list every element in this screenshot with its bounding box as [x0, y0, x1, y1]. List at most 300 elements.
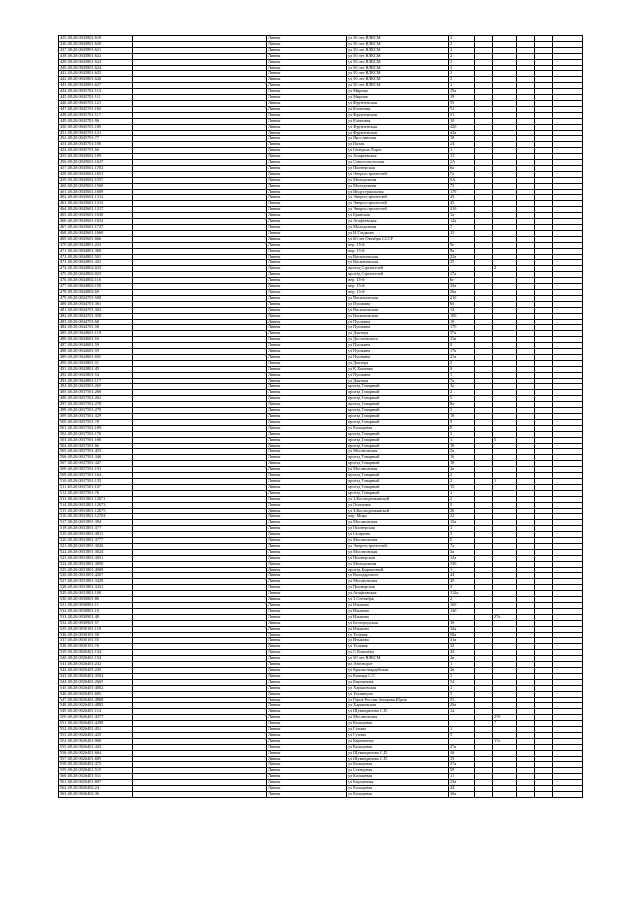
- table-cell: Ливны: [267, 620, 347, 626]
- table-cell: 470 48:20:0044801:223: [59, 242, 133, 248]
- table-cell: 2: [449, 496, 475, 502]
- table-cell: ул Энергостроителей: [347, 195, 449, 201]
- table-cell: 7: [449, 225, 475, 231]
- table-cell: 537 48:20:0030101:55: [59, 638, 133, 644]
- table-cell: 16б: [449, 603, 475, 609]
- table-cell: 2а: [449, 549, 475, 555]
- table-cell: Ливны: [267, 325, 347, 331]
- table-cell: Ливны: [267, 691, 347, 697]
- table-cell: проезд Товарный: [347, 408, 449, 414]
- table-cell: 23а: [449, 780, 475, 786]
- table-cell: Ливны: [267, 266, 347, 272]
- table-cell: 524 48:20:0031801:3050: [59, 561, 133, 567]
- table-cell: ул Кольцевая: [347, 721, 449, 727]
- table-cell: ул 50 лет ВЛКСМ: [347, 36, 449, 42]
- table-cell: Ливны: [267, 260, 347, 266]
- table-cell: Ливны: [267, 792, 347, 798]
- table-cell: Ливны: [267, 177, 347, 183]
- table-cell: 2: [449, 53, 475, 59]
- table-cell: ул 50 лет ВЛКСМ: [347, 71, 449, 77]
- table-cell: ул 60 лет Октября СССР: [347, 236, 449, 242]
- table-cell: [475, 792, 493, 798]
- table-cell: ул Молодежная: [347, 561, 449, 567]
- table-cell: ул Пушкина: [347, 325, 449, 331]
- table-cell: 457 48:20:0045601:1702: [59, 165, 133, 171]
- table-cell: ул Шувандинова С.П.: [347, 709, 449, 715]
- table-cell: Ливны: [267, 632, 347, 638]
- table-cell: 5а: [449, 449, 475, 455]
- table-cell: проезд Строителей: [347, 272, 449, 278]
- table-cell: Ливны: [267, 756, 347, 762]
- table-cell: 463 48:20:0045601:1313: [59, 201, 133, 207]
- table-cell: 482 48:20:0044701:358: [59, 313, 133, 319]
- table-cell: Ливны: [267, 384, 347, 390]
- table-cell: 19: [449, 95, 475, 101]
- table-cell: 7а: [449, 543, 475, 549]
- table-cell: 55: [449, 100, 475, 106]
- table-cell: ул Гагарина: [347, 532, 449, 538]
- table-cell: Ливны: [267, 774, 347, 780]
- table-cell: 6б: [449, 301, 475, 307]
- table-cell: ул Энергостроителей: [347, 543, 449, 549]
- table-cell: ул С.Ковалёва: [347, 650, 449, 656]
- table-cell: ул Пушкина: [347, 354, 449, 360]
- table-cell: проезд Товарный: [347, 419, 449, 425]
- table-cell: ул Доктора: [347, 331, 449, 337]
- table-cell: Ливны: [267, 148, 347, 154]
- table-cell: ул Доктора: [347, 360, 449, 366]
- table-cell: 476 48:20:0044802:116: [59, 278, 133, 284]
- table-cell: 484 48:20:0044701:58: [59, 325, 133, 331]
- table-cell: ул Васильевская: [347, 307, 449, 313]
- table-cell: 479 48:20:0044701:508: [59, 295, 133, 301]
- table-cell: 16: [449, 455, 475, 461]
- table-cell: 1: [449, 685, 475, 691]
- table-cell: 442 48:20:0045801:626: [59, 77, 133, 83]
- table-cell: 526 48:20:0031801:4267: [59, 573, 133, 579]
- table-cell: Ливны: [267, 343, 347, 349]
- table-cell: ул Агафьевская: [347, 591, 449, 597]
- table-cell: 1а: [449, 213, 475, 219]
- table-cell: 466 48:20:0045601:1632: [59, 219, 133, 225]
- table-cell: Ливны: [267, 786, 347, 792]
- table-cell: 492 48:20:0043801:54: [59, 372, 133, 378]
- table-cell: 509 48:20:0037501:164: [59, 473, 133, 479]
- table-cell: Ливны: [267, 171, 347, 177]
- table-cell: ул Техникума: [347, 691, 449, 697]
- table-cell: проезд Товарный: [347, 437, 449, 443]
- table-cell: проезд Товарный: [347, 478, 449, 484]
- table-cell: ул Кольцевая: [347, 774, 449, 780]
- table-cell: 2в: [449, 656, 475, 662]
- table-cell: Ливны: [267, 366, 347, 372]
- table-cell: Ливны: [267, 53, 347, 59]
- table-cell: 505 48:20:0037501:455: [59, 449, 133, 455]
- table-cell: ул Изыкова: [347, 638, 449, 644]
- table-cell: 75: [449, 183, 475, 189]
- table-cell: ул Энергостроителей: [347, 207, 449, 213]
- table-cell: 478 48:20:0044802:69: [59, 289, 133, 295]
- table-cell: 54: [449, 679, 475, 685]
- table-cell: Ливны: [267, 100, 347, 106]
- table-cell: 6г: [449, 278, 475, 284]
- table-cell: Ливны: [267, 295, 347, 301]
- table-cell: ул 50 лет ВЛКСМ: [347, 47, 449, 53]
- table-cell: 27а: [449, 762, 475, 768]
- table-cell: 521 48:20:0031801:3026: [59, 543, 133, 549]
- table-cell: ул Кольцевая: [347, 762, 449, 768]
- table-cell: Ливны: [267, 431, 347, 437]
- table-cell: 8: [449, 366, 475, 372]
- table-cell: 500 48:20:0037501:78: [59, 419, 133, 425]
- table-cell: 514 48:20:0031801:12673: [59, 502, 133, 508]
- table-cell: 513 48:20:0031801:12671: [59, 496, 133, 502]
- table-cell: Ливны: [267, 514, 347, 520]
- table-cell: Ливны: [267, 419, 347, 425]
- table-cell: 55: [449, 697, 475, 703]
- table-cell: Ливны: [267, 378, 347, 384]
- table-cell: 487 48:20:0044601:59: [59, 343, 133, 349]
- table-cell: 437 48:20:0045801:621: [59, 47, 133, 53]
- table-cell: Ливны: [267, 289, 347, 295]
- table-cell: Ливны: [267, 36, 347, 42]
- table-cell: 493 48:20:0043801:117: [59, 378, 133, 384]
- table-cell: 25: [449, 260, 475, 266]
- table-cell: ул Стендовая: [347, 768, 449, 774]
- table-cell: 435 48:20:0045801:618: [59, 36, 133, 42]
- table-cell: 17а: [493, 738, 517, 744]
- table-cell: 450 48:20:0045701:109: [59, 124, 133, 130]
- table-cell: Ливны: [267, 118, 347, 124]
- table-cell: 32: [449, 644, 475, 650]
- table-cell: Ливны: [267, 585, 347, 591]
- table-cell: 546 48:20:0026401:605: [59, 691, 133, 697]
- table-cell: 2: [449, 41, 475, 47]
- table-cell: Ливны: [267, 201, 347, 207]
- table-cell: [493, 792, 517, 798]
- table-cell: 26а: [449, 289, 475, 295]
- table-cell: ул Телевая: [347, 644, 449, 650]
- table-cell: 548 48:20:0026401:4882: [59, 703, 133, 709]
- table-cell: Ливны: [267, 112, 347, 118]
- table-cell: проезд Товарный: [347, 390, 449, 396]
- table-cell: Ливны: [267, 455, 347, 461]
- table-cell: ул Васильевская: [347, 254, 449, 260]
- table-cell: 34а: [449, 626, 475, 632]
- table-cell: 17б: [449, 325, 475, 331]
- table-cell: Ливны: [267, 360, 347, 366]
- table-cell: Ливны: [267, 225, 347, 231]
- table-cell: 556 48:20:0026401:664: [59, 750, 133, 756]
- table-cell: 438 48:20:0045801:622: [59, 53, 133, 59]
- table-cell: Ливны: [267, 732, 347, 738]
- table-cell: 3а: [449, 384, 475, 390]
- table-body: [59, 36, 583, 798]
- table-cell: 558 48:20:0026401:475: [59, 762, 133, 768]
- table-cell: 2: [493, 266, 517, 272]
- table-cell: Ливны: [267, 780, 347, 786]
- table-cell: 15: [449, 484, 475, 490]
- table-cell: ул Мирная: [347, 95, 449, 101]
- table-cell: 523 48:20:0031801:3051: [59, 555, 133, 561]
- table-cell: Ливны: [267, 750, 347, 756]
- table-cell: 496 48:20:0037501:262: [59, 396, 133, 402]
- table-cell: ул Доктора: [347, 378, 449, 384]
- table-cell: 467 48:20:0045601:1737: [59, 225, 133, 231]
- table-cell: 508 48:20:0037501:153: [59, 467, 133, 473]
- table-cell: ул Молодежная: [347, 177, 449, 183]
- table-cell: 5: [449, 431, 475, 437]
- table-cell: Ливны: [267, 638, 347, 644]
- table-cell: Ливны: [267, 236, 347, 242]
- table-cell: 455 48:20:0045601:109: [59, 154, 133, 160]
- table-cell: 545 48:20:0026401:4002: [59, 685, 133, 691]
- table-cell: 446 48:20:0045701:121: [59, 100, 133, 106]
- table-cell: 27а: [449, 744, 475, 750]
- table-cell: Ливны: [267, 71, 347, 77]
- table-cell: ул Васильевская: [347, 313, 449, 319]
- table-cell: 451 48:20:0045701:121: [59, 130, 133, 136]
- table-cell: 536 48:20:0030101:58: [59, 632, 133, 638]
- table-cell: 477 48:20:0044802:150: [59, 284, 133, 290]
- table-cell: 498 48:20:0037501:270: [59, 408, 133, 414]
- table-cell: 59: [449, 768, 475, 774]
- table-cell: 1: [449, 372, 475, 378]
- table-cell: Ливны: [267, 165, 347, 171]
- table-cell: 2: [449, 65, 475, 71]
- table-cell: 14а: [449, 219, 475, 225]
- table-cell: 5: [449, 396, 475, 402]
- table-cell: 1б: [449, 620, 475, 626]
- table-cell: ул Фрунзенская: [347, 130, 449, 136]
- table-cell: 534 48:20:0030901:57: [59, 620, 133, 626]
- table-cell: ул Фрунзенская: [347, 124, 449, 130]
- table-cell: Ливны: [267, 414, 347, 420]
- table-cell: ул Энергостроителей: [347, 201, 449, 207]
- table-cell: ул Молодежная: [347, 183, 449, 189]
- table-cell: Ливны: [267, 154, 347, 160]
- table-cell: 497 48:20:0037501:278: [59, 402, 133, 408]
- table-cell: проезд Товарный: [347, 384, 449, 390]
- table-cell: Ливны: [267, 319, 347, 325]
- table-cell: 18: [449, 136, 475, 142]
- table-cell: 456 48:20:0045601:1627: [59, 160, 133, 166]
- table-cell: 43: [449, 195, 475, 201]
- table-cell: Ливны: [267, 579, 347, 585]
- table-cell: Ливны: [267, 313, 347, 319]
- table-cell: Ливны: [267, 408, 347, 414]
- table-cell: 18: [449, 461, 475, 467]
- table-cell: [535, 792, 553, 798]
- table-cell: ул Пушкина: [347, 343, 449, 349]
- table-cell: 1: [449, 567, 475, 573]
- table-cell: проезд Товарный: [347, 484, 449, 490]
- table-cell: 14: [449, 709, 475, 715]
- table-cell: Ливны: [267, 697, 347, 703]
- table-cell: 112а: [449, 591, 475, 597]
- table-cell: Ливны: [267, 183, 347, 189]
- table-cell: 10: [449, 118, 475, 124]
- table-cell: Ливны: [267, 727, 347, 733]
- table-cell: Ливны: [267, 89, 347, 95]
- table-cell: ул Мосановская: [347, 467, 449, 473]
- table-cell: 44: [449, 573, 475, 579]
- table-cell: 5: [449, 732, 475, 738]
- table-cell: 45: [449, 201, 475, 207]
- table-cell: 2А: [449, 160, 475, 166]
- table-cell: ул Мосановская: [347, 549, 449, 555]
- table-cell: 2: [449, 473, 475, 479]
- table-cell: Ливны: [267, 650, 347, 656]
- table-cell: Ливны: [267, 721, 347, 727]
- table-cell: 516 48:20:0031801:12704: [59, 514, 133, 520]
- table-cell: 539 48:20:0026401:134: [59, 650, 133, 656]
- table-cell: 11: [449, 154, 475, 160]
- table-cell: Ливны: [267, 543, 347, 549]
- table-cell: 1: [449, 437, 475, 443]
- table-cell: 525 48:20:0031801:4069: [59, 567, 133, 573]
- table-cell: Ливны: [267, 219, 347, 225]
- table-cell: 473 48:20:0044801:433: [59, 260, 133, 266]
- table-cell: 15: [449, 230, 475, 236]
- table-cell: ул Пионерская: [347, 585, 449, 591]
- table-cell: 9а: [449, 248, 475, 254]
- table-cell: ул Кленовая: [347, 118, 449, 124]
- table-cell: 8: [449, 343, 475, 349]
- table-cell: 13б: [449, 561, 475, 567]
- table-cell: 503 48:20:0037501:168: [59, 437, 133, 443]
- table-cell: 29а: [449, 703, 475, 709]
- table-cell: 515 48:20:0031801:12675: [59, 508, 133, 514]
- table-cell: Ливны: [267, 703, 347, 709]
- table-cell: ул Изыкова: [347, 626, 449, 632]
- table-cell: 8: [449, 425, 475, 431]
- table-cell: Ливны: [267, 337, 347, 343]
- table-cell: Ливны: [267, 496, 347, 502]
- table-cell: ул 50 лет ВЛКСМ: [347, 53, 449, 59]
- table-cell: 490 48:20:0043801:51: [59, 360, 133, 366]
- table-cell: Ливны: [267, 195, 347, 201]
- table-cell: 2: [449, 59, 475, 65]
- table-cell: 468 48:20:0045601:1660: [59, 230, 133, 236]
- table-cell: ул Энергостроителей: [347, 171, 449, 177]
- table-cell: Ливны: [267, 473, 347, 479]
- table-cell: Ливны: [267, 160, 347, 166]
- table-cell: пл.Автоворот: [347, 662, 449, 668]
- table-cell: ул Изыкова: [347, 608, 449, 614]
- table-cell: 502 48:20:0037501:176: [59, 431, 133, 437]
- table-cell: ул Пушкина: [347, 319, 449, 325]
- table-cell: 472 48:20:0044801:501: [59, 254, 133, 260]
- table-cell: Ливны: [267, 331, 347, 337]
- table-cell: 7а: [449, 171, 475, 177]
- table-cell: Ливны: [267, 390, 347, 396]
- table-cell: 481 48:20:0044701:362: [59, 307, 133, 313]
- table-cell: ул Пушкина: [347, 301, 449, 307]
- table-cell: ул Изыкова: [347, 614, 449, 620]
- table-cell: Ливны: [267, 490, 347, 496]
- table-cell: 527 48:20:0031801:3429: [59, 579, 133, 585]
- table-cell: ул Агафьевская: [347, 219, 449, 225]
- table-cell: Ливны: [267, 301, 347, 307]
- table-cell: ул Мосановская: [347, 715, 449, 721]
- table-cell: 58а: [449, 632, 475, 638]
- table-cell: 11: [449, 774, 475, 780]
- table-cell: 453 48:20:0045701:100: [59, 142, 133, 148]
- table-cell: 561 48:20:0026401:807: [59, 780, 133, 786]
- table-cell: 551 48:20:0026401:4290: [59, 721, 133, 727]
- table-cell: 499 48:20:0037501:329: [59, 414, 133, 420]
- table-cell: ул Мосановская: [347, 579, 449, 585]
- table-cell: 1: [449, 662, 475, 668]
- table-cell: 5: [493, 437, 517, 443]
- table-cell: проезд Товарный: [347, 473, 449, 479]
- table-cell: 507 48:20:0037501:347: [59, 461, 133, 467]
- table-cell: 18: [449, 319, 475, 325]
- table-cell: 454 48:20:0045701:50: [59, 148, 133, 154]
- table-cell: ул Кошара С.Г.: [347, 673, 449, 679]
- table-cell: 8а: [449, 402, 475, 408]
- table-cell: Ливны: [267, 189, 347, 195]
- table-cell: ул К.Хоменко: [347, 366, 449, 372]
- table-cell: 557 48:20:0026401:685: [59, 756, 133, 762]
- table-cell: 1: [493, 478, 517, 484]
- table-cell: Ливны: [267, 662, 347, 668]
- table-cell: 529 48:20:0031801:100: [59, 591, 133, 597]
- table-cell: 458 48:20:0045601:1651: [59, 171, 133, 177]
- table-cell: 517 48:20:0031801:394: [59, 520, 133, 526]
- table-cell: 474 48:20:0044802:023: [59, 266, 133, 272]
- table-cell: ул Фрунзенская: [347, 100, 449, 106]
- table-cell: ул Пушкина: [347, 372, 449, 378]
- table-cell: Ливны: [267, 95, 347, 101]
- table-cell: ул З.Космодемьянской: [347, 496, 449, 502]
- table-cell: 519 48:20:0031801:3811: [59, 532, 133, 538]
- table-cell: 449 48:20:0045701:96: [59, 118, 133, 124]
- table-cell: Ливны: [267, 130, 347, 136]
- table-cell: 7а: [449, 378, 475, 384]
- table-cell: 520 48:20:0031801:3777: [59, 538, 133, 544]
- table-cell: 5: [449, 502, 475, 508]
- table-cell: 495 48:20:0037501:260: [59, 390, 133, 396]
- table-cell: проезд Товарный: [347, 396, 449, 402]
- table-cell: проезд Товарный: [347, 490, 449, 496]
- table-cell: Ливны: [267, 603, 347, 609]
- table-cell: ул Индустриальная: [347, 189, 449, 195]
- table-cell: пер. 15-й: [347, 278, 449, 284]
- table-cell: ул Фрунзенская: [347, 112, 449, 118]
- table-cell: 439 48:20:0045801:623: [59, 59, 133, 65]
- table-cell: 5: [449, 538, 475, 544]
- table-cell: 560 48:20:0026401:511: [59, 774, 133, 780]
- table-cell: проезд Товарный: [347, 402, 449, 408]
- table-cell: Ливны: [267, 555, 347, 561]
- table-cell: 552 48:20:0026401:431: [59, 727, 133, 733]
- table-cell: Ливны: [267, 402, 347, 408]
- table-cell: пер. 15-й: [347, 284, 449, 290]
- table-cell: Ливны: [267, 47, 347, 53]
- table-cell: 44: [449, 786, 475, 792]
- table-cell: 5: [449, 419, 475, 425]
- table-cell: 445 48:20:0045701:111: [59, 95, 133, 101]
- table-cell: ул Гузина: [347, 727, 449, 733]
- table-cell: Ливны: [267, 567, 347, 573]
- table-cell: ул Кольцевая: [347, 744, 449, 750]
- table-cell: 21б: [449, 207, 475, 213]
- table-cell: ул Пятая: [347, 142, 449, 148]
- table-cell: 30а: [449, 792, 475, 798]
- table-cell: 27б: [493, 715, 517, 721]
